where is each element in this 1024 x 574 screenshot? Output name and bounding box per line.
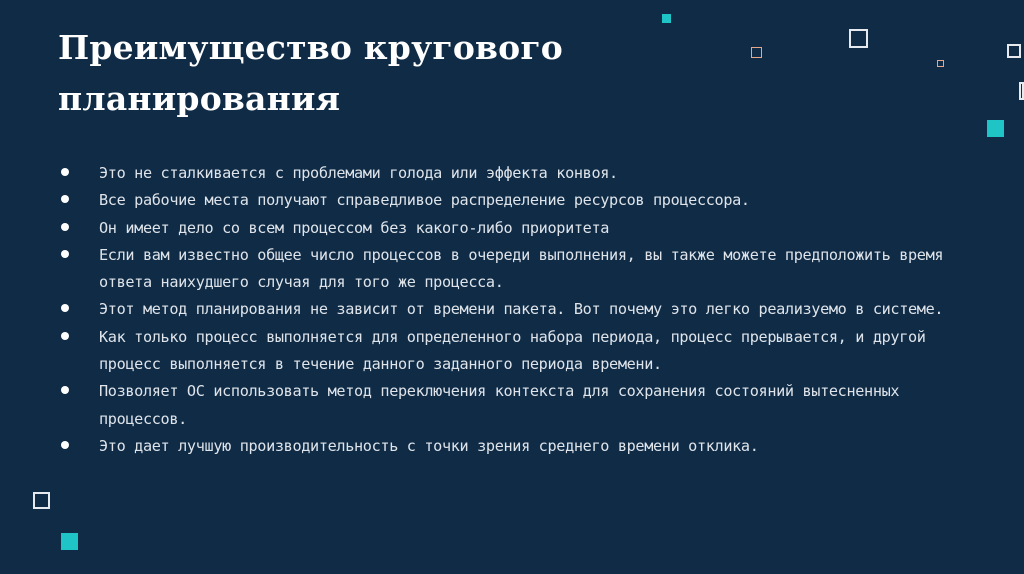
bullet-dot-icon <box>61 168 69 176</box>
decor-square-peach-icon <box>937 60 944 67</box>
decor-square-teal-icon <box>987 120 1004 137</box>
bullet-list <box>58 160 963 460</box>
bullet-item <box>58 296 963 323</box>
bullet-dot-icon <box>61 332 69 340</box>
bullet-item <box>58 187 963 214</box>
bullet-text: Он имеет дело со всем процессом без какого-либо приоритета <box>99 218 610 237</box>
decor-square-peach-icon <box>751 47 762 58</box>
decor-square-outline-icon <box>1019 82 1024 100</box>
bullet-text: Все рабочие места получают справедливое распределение ресурсов процессора. <box>99 191 750 210</box>
decor-square-outline-icon <box>1007 44 1021 58</box>
bullet-dot-icon <box>61 250 69 258</box>
bullet-item <box>58 324 963 379</box>
bullet-item <box>58 242 963 297</box>
bullet-dot-icon <box>61 441 69 449</box>
bullet-text: Как только процесс выполняется для определенного набора периода, процесс прерывается, и другой процесс выполняется в течение данного заданного периода времени. <box>99 327 926 374</box>
bullet-item <box>58 378 963 433</box>
bullet-dot-icon <box>61 223 69 231</box>
bullet-dot-icon <box>61 304 69 312</box>
bullet-text: Этот метод планирования не зависит от времени пакета. Вот почему это легко реализуемо в системе. <box>99 300 944 319</box>
bullet-dot-icon <box>61 386 69 394</box>
title-line-2: планирования <box>58 79 341 118</box>
decor-square-teal-icon <box>662 14 671 23</box>
decor-square-teal-icon <box>61 533 78 550</box>
decor-square-outline-icon <box>33 492 50 509</box>
bullet-text: Это дает лучшую производительность с точки зрения среднего времени отклика. <box>99 436 759 455</box>
bullet-item <box>58 215 963 242</box>
bullet-text: Это не сталкивается с проблемами голода или эффекта конвоя. <box>99 164 618 182</box>
bullet-dot-icon <box>61 195 69 203</box>
slide-title <box>58 22 698 124</box>
bullet-item <box>58 160 963 187</box>
decor-square-outline-icon <box>849 29 868 48</box>
bullet-text: Если вам известно общее число процессов в очереди выполнения, вы также можете предположить время ответа наихудшего случая для того же процесса. <box>99 245 944 292</box>
bullet-item <box>58 433 963 460</box>
bullet-text: Позволяет ОС использовать метод переключения контекста для сохранения состояний вытесненных процессов. <box>99 382 900 428</box>
title-line-1: Преимущество кругового <box>58 28 564 67</box>
